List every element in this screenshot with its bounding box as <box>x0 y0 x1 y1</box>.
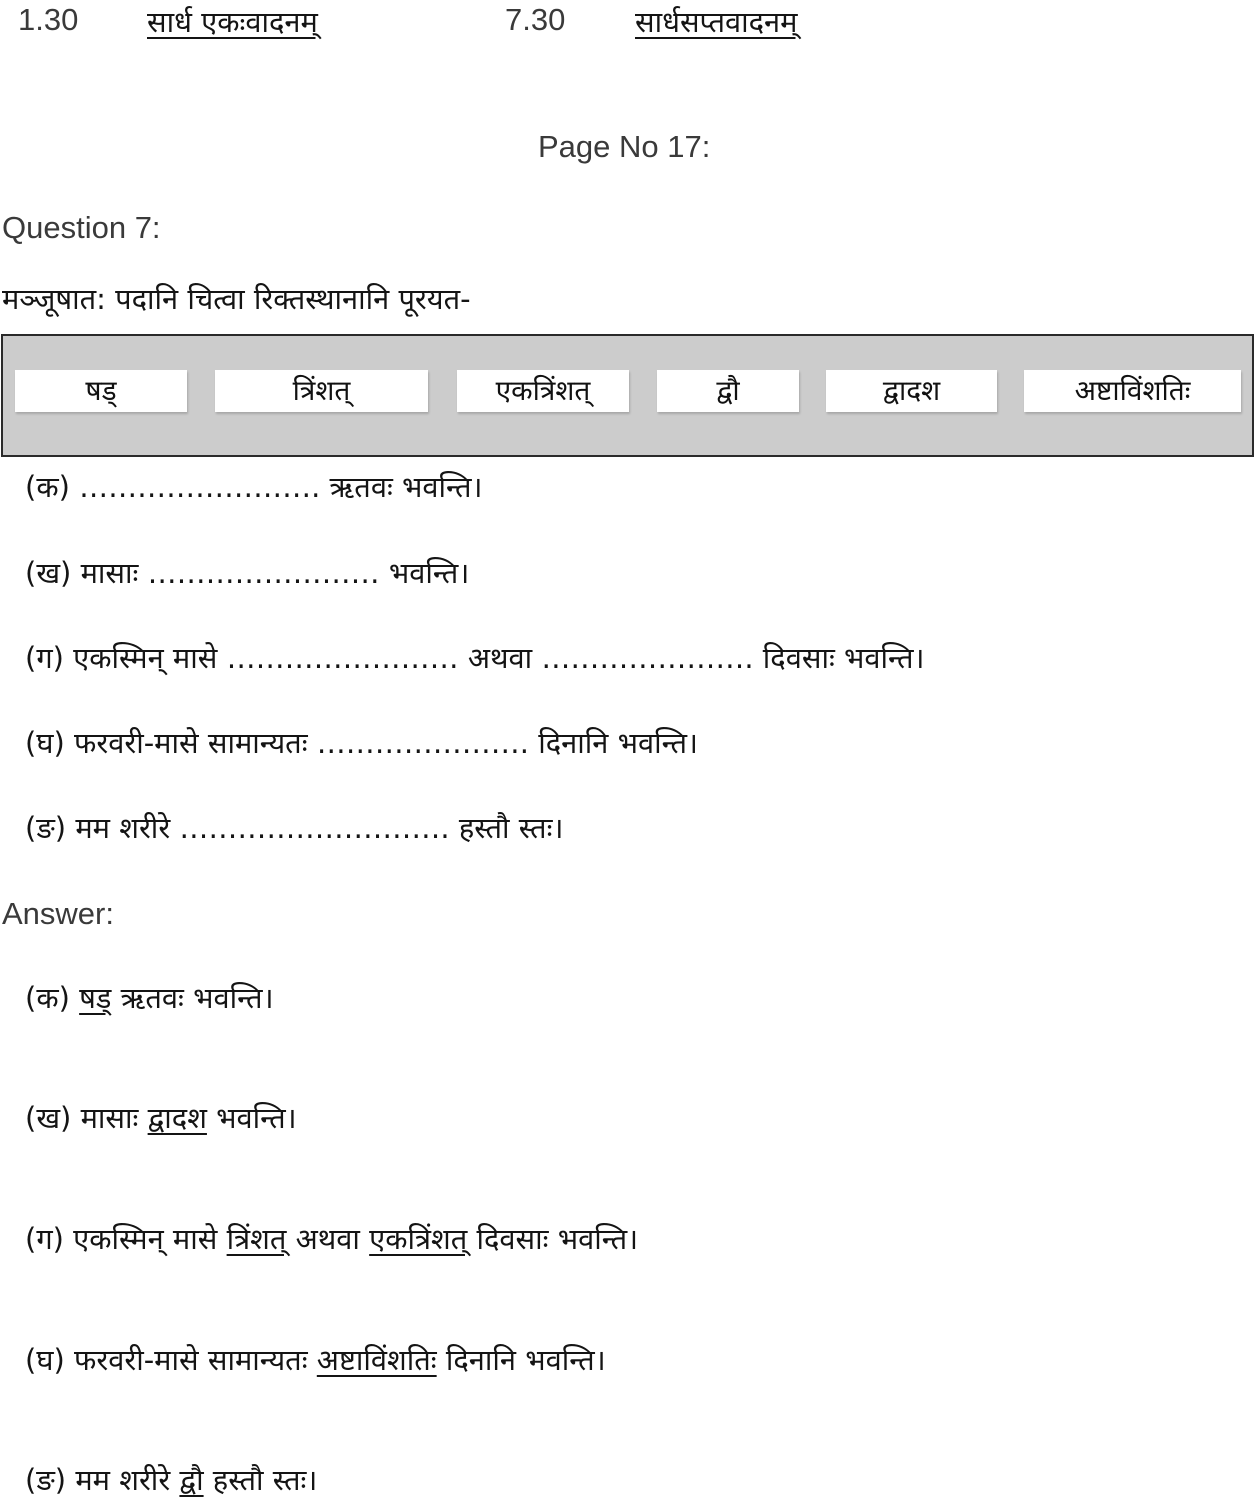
word-chip-dvau: द्वौ <box>657 370 799 412</box>
answer-prefix: (ग) एकस्मिन् मासे <box>25 1222 227 1256</box>
answer-item-ka <box>25 978 274 1017</box>
word-chip-trimshat: त्रिंशत् <box>215 370 428 412</box>
answer-suffix: ऋतवः भवन्ति। <box>111 981 274 1015</box>
answer-prefix: (क) <box>25 981 80 1015</box>
word-chip-shad: षड् <box>15 370 187 412</box>
time-word-1-30: सार्ध एकःवादनम् <box>147 5 318 39</box>
answer-label: Answer: <box>2 896 114 931</box>
answer-filled-word: अष्टाविंशतिः <box>316 1343 437 1377</box>
answer-item-gha <box>25 1340 606 1379</box>
question-item-kha: (ख) मासाः …………………… भवन्ति। <box>25 556 470 590</box>
time-label-7-30: 7.30 <box>505 2 566 37</box>
answer-suffix: हस्तौ स्तः। <box>203 1463 318 1497</box>
answer-prefix: (ख) मासाः <box>25 1101 148 1135</box>
question-item-ka: (क) ……………………. ऋतवः भवन्ति। <box>25 470 483 504</box>
answer-filled-word: षड् <box>79 981 112 1015</box>
word-chip-ashtavimshatih: अष्टाविंशतिः <box>1024 370 1241 412</box>
answer-filled-word: द्वौ <box>179 1463 204 1497</box>
instruction-text: मञ्जूषात: पदानि चित्वा रिक्तस्थानानि पूरयत- <box>2 282 471 316</box>
answer-mid: अथवा <box>286 1222 370 1256</box>
word-chip-ekatrimshat: एकत्रिंशत् <box>457 370 629 412</box>
page-heading: Page No 17: <box>538 129 711 164</box>
answer-suffix: दिनानि भवन्ति। <box>436 1343 606 1377</box>
question-label: Question 7: <box>2 210 161 245</box>
time-word-7-30: सार्धसप्तवादनम् <box>635 5 798 39</box>
word-chip-dvadasha: द्वादश <box>826 370 997 412</box>
answer-item-nga <box>25 1460 317 1499</box>
question-item-nga: (ङ) मम शरीरे ………………………. हस्तौ स्तः। <box>25 811 564 845</box>
time-label-1-30: 1.30 <box>18 2 79 37</box>
answer-filled-word: द्वादश <box>147 1101 207 1135</box>
question-item-ga: (ग) एकस्मिन् मासे …………………… अथवा …………………. दिवसाः भवन्ति। <box>25 641 925 675</box>
answer-filled-word: एकत्रिंशत् <box>369 1222 468 1256</box>
answer-suffix: भवन्ति। <box>206 1101 297 1135</box>
answer-suffix: दिवसाः भवन्ति। <box>467 1222 639 1256</box>
answer-prefix: (ङ) मम शरीरे <box>25 1463 180 1497</box>
answer-item-ga <box>25 1219 638 1258</box>
answer-filled-word: त्रिंशत् <box>226 1222 287 1256</box>
question-item-gha: (घ) फरवरी-मासे सामान्यतः …………………. दिनानि भवन्ति। <box>25 726 699 760</box>
answer-prefix: (घ) फरवरी-मासे सामान्यतः <box>25 1343 317 1377</box>
word-bank-box <box>1 334 1254 457</box>
answer-item-kha <box>25 1098 297 1137</box>
